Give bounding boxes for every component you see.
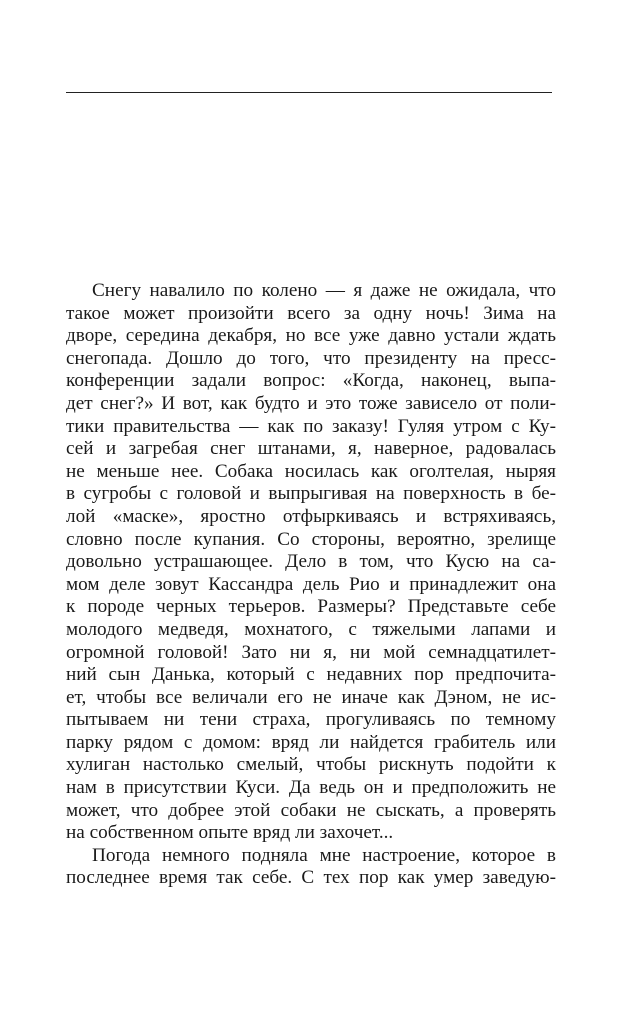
text-line: на собственном опыте вряд ли захочет...: [66, 822, 394, 844]
text-line: лой «маске», яростно отфыркиваясь и встряхиваясь,: [66, 505, 556, 527]
text-line: мом деле зовут Кассандра дель Рио и принадлежит она: [66, 573, 556, 595]
text-line: сей и загребая снег штанами, я, наверное, радовалась: [66, 438, 556, 460]
text-line: конференции задали вопрос: «Когда, наконец, выпа-: [66, 370, 556, 392]
paragraph-2: [66, 845, 556, 890]
text-line: дет снег?» И вот, как будто и это тоже зависело от поли-: [66, 392, 556, 414]
text-line: в сугробы с головой и выпрыгивая на поверхность в бе-: [66, 483, 556, 505]
text-line: ний сын Данька, который с недавних пор предпочита-: [66, 664, 556, 686]
text-line: такое может произойти всего за одну ночь! Зима на: [66, 302, 556, 324]
text-line: молодого медведя, мохнатого, с тяжелыми лапами и: [66, 618, 556, 640]
text-line: снегопада. Дошло до того, что президенту на пресс-: [66, 347, 556, 369]
text-line: нам в присутствии Куси. Да ведь он и предположить не: [66, 777, 556, 799]
body-text: [66, 280, 556, 890]
text-line: пытываем ни тени страха, прогуливаясь по темному: [66, 709, 556, 731]
text-line: может, что добрее этой собаки не сыскать, а проверять: [66, 799, 556, 821]
text-line: Снегу навалило по колено — я даже не ожидала, что: [92, 280, 556, 301]
text-line: огромной головой! Зато ни я, ни мой семнадцатилет-: [66, 641, 556, 663]
text-line: словно после купания. Со стороны, вероятно, зрелище: [66, 528, 556, 550]
text-line: дворе, середина декабря, но все уже давно устали ждать: [66, 325, 556, 347]
text-line: хулиган настолько смелый, чтобы рискнуть подойти к: [66, 754, 556, 776]
text-line: не меньше нее. Собака носилась как оголтелая, ныряя: [66, 460, 556, 482]
text-line: к породе черных терьеров. Размеры? Представьте себе: [66, 596, 556, 618]
header-rule: [66, 92, 552, 93]
text-line: тики правительства — как по заказу! Гуляя утром с Ку-: [66, 415, 556, 437]
text-line: довольно устрашающее. Дело в том, что Кусю на са-: [66, 551, 556, 573]
paragraph-1: [66, 280, 556, 845]
text-line: последнее время так себе. С тех пор как умер заведую-: [66, 867, 556, 889]
text-line: парку рядом с домом: вряд ли найдется грабитель или: [66, 731, 556, 753]
text-line: ет, чтобы все величали его не иначе как Дэном, не ис-: [66, 686, 556, 708]
text-line: Погода немного подняла мне настроение, которое в: [92, 844, 556, 866]
